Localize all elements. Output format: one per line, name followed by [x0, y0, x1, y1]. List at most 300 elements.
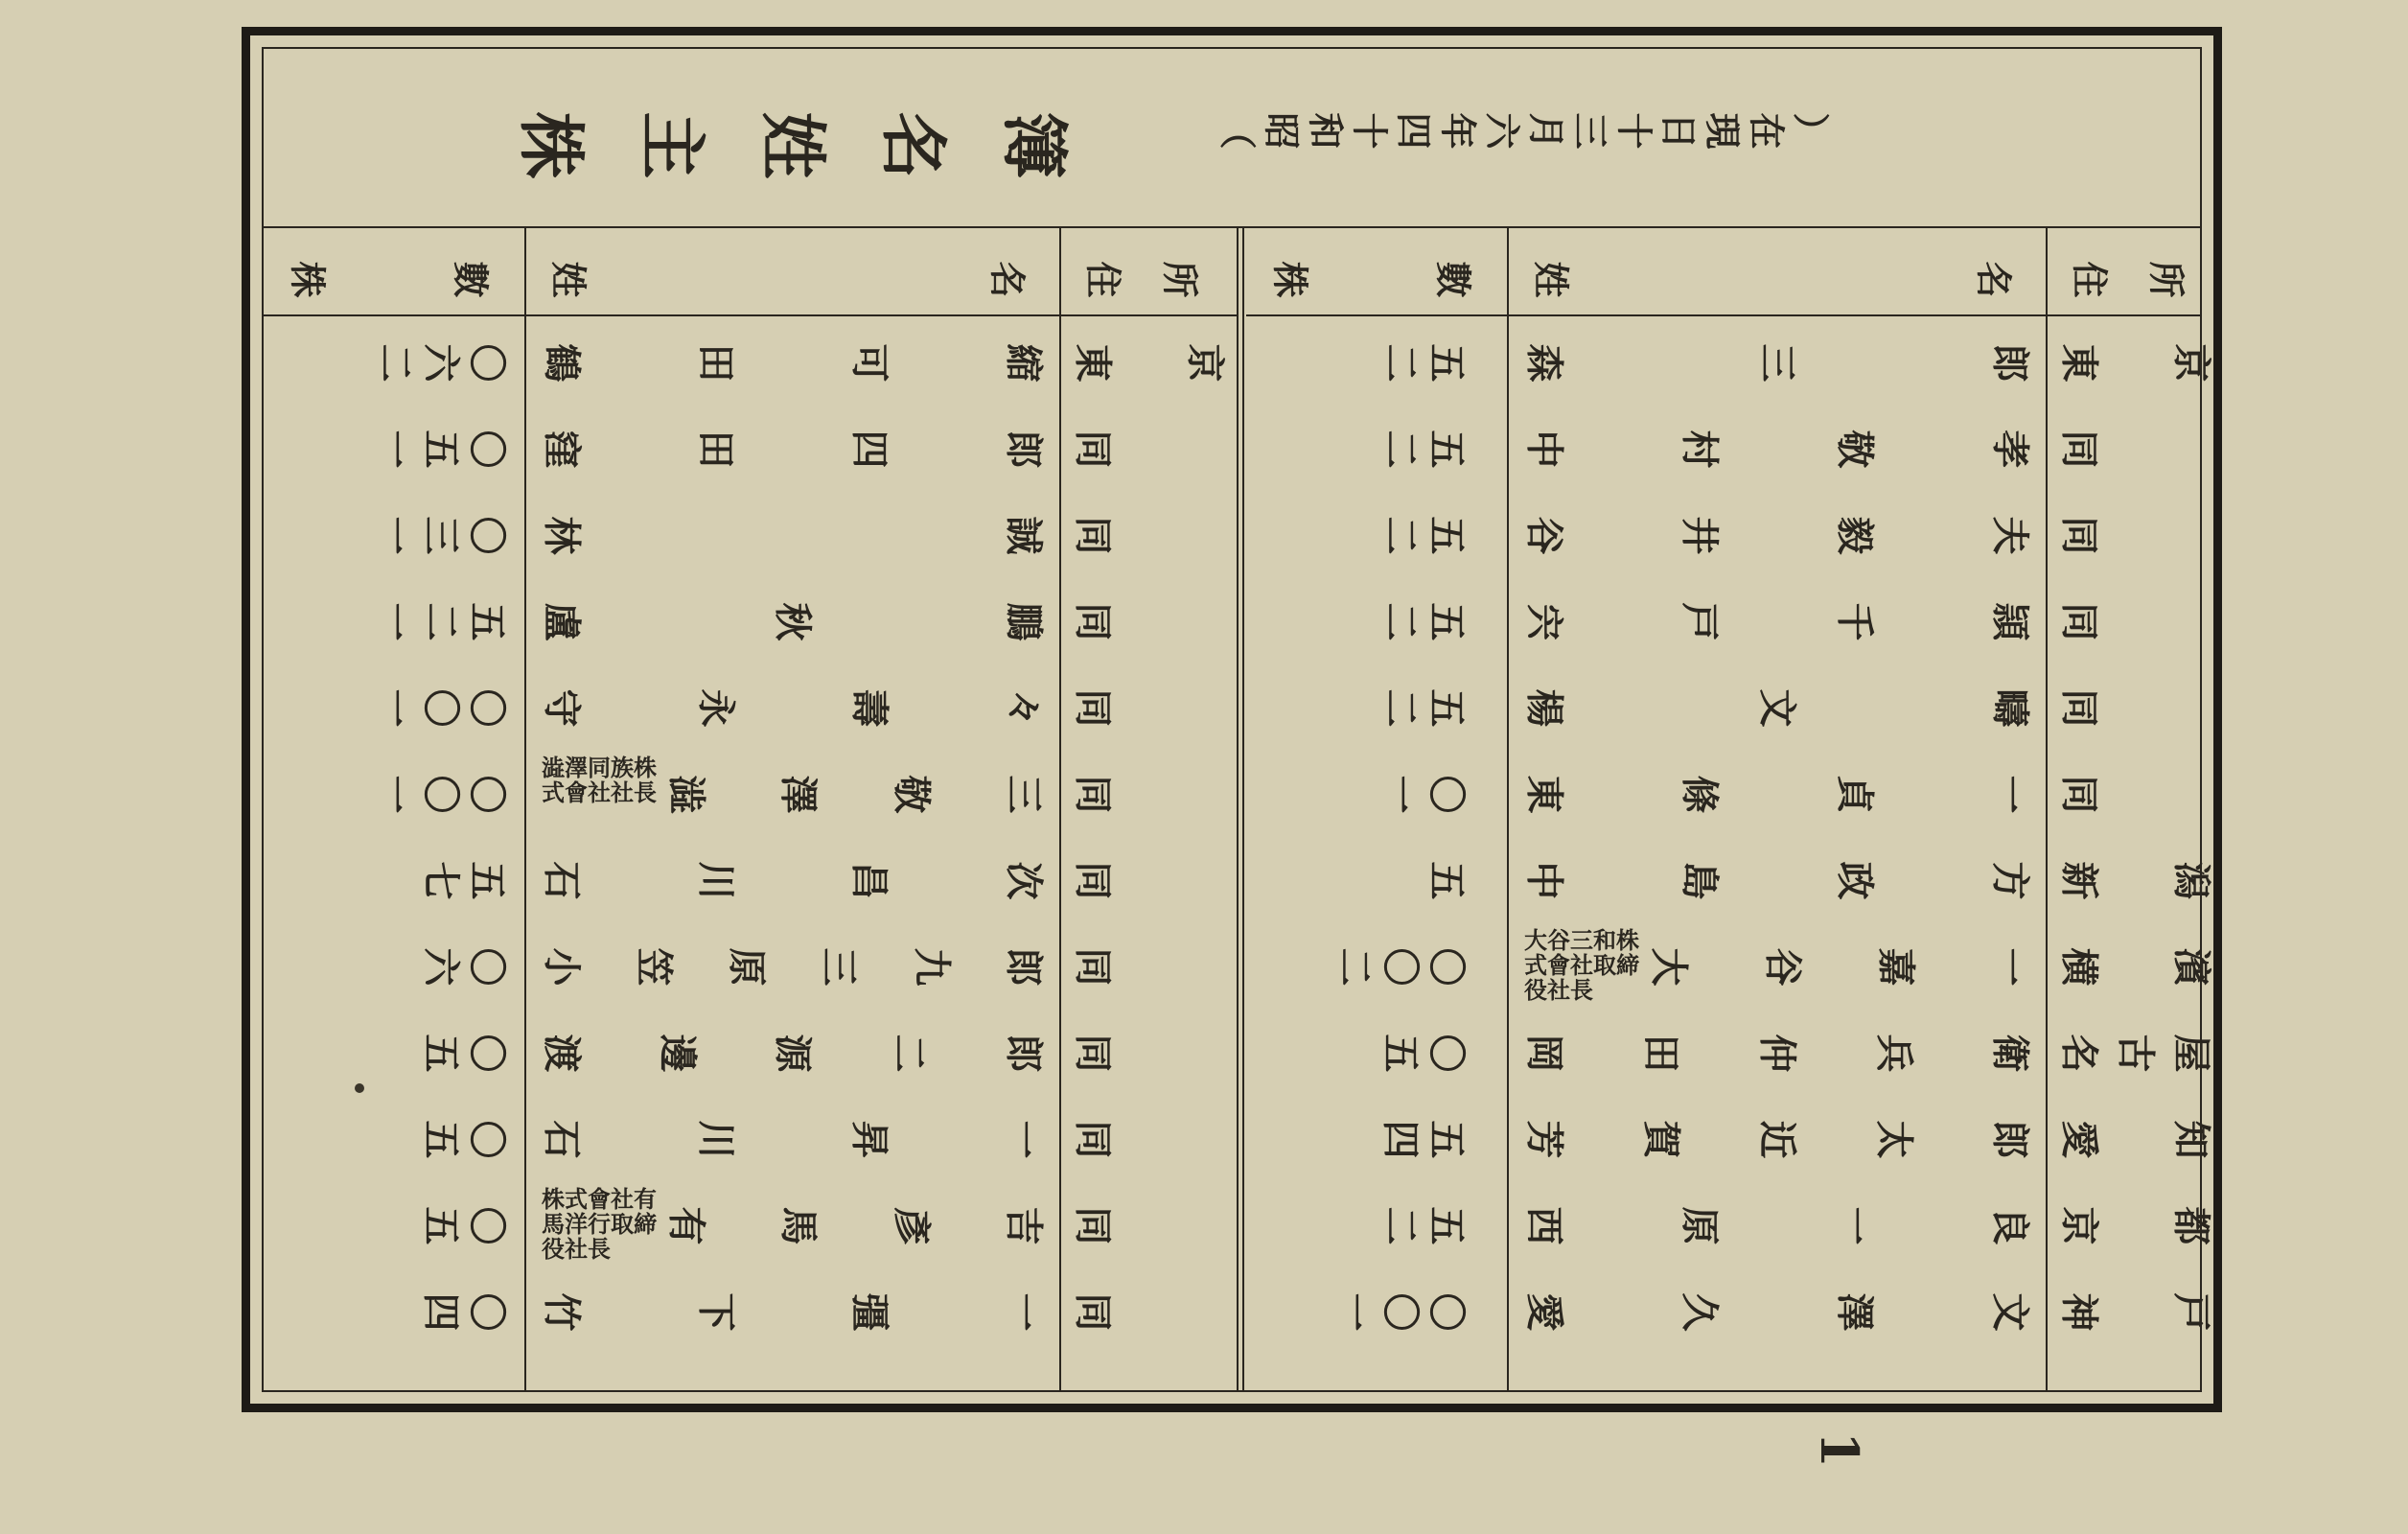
name-char: 谷: [1760, 947, 1806, 987]
name-char: 島: [1677, 861, 1723, 900]
title-char: 名: [873, 111, 954, 178]
share-count: [372, 594, 513, 649]
share-char: 〇: [1424, 1292, 1470, 1332]
share-char: 五: [418, 1206, 464, 1245]
name-char: 三: [1001, 775, 1047, 814]
holder-address: [2056, 853, 2217, 908]
address-char: 同: [1070, 775, 1116, 814]
address-char: 濱: [2168, 947, 2214, 987]
share-char: 五: [1424, 343, 1470, 383]
name-char: 窪: [539, 430, 585, 469]
holder-address: [1070, 853, 1231, 908]
name-char: 澤: [776, 775, 822, 814]
name-char: 孝: [1987, 430, 2033, 469]
name-char: 三: [816, 947, 862, 987]
subtitle-char: 四: [1392, 112, 1436, 150]
table-row: [1246, 920, 2214, 1007]
share-count: [372, 767, 513, 822]
name-char: 政: [1832, 861, 1878, 900]
table-row: [1246, 834, 2214, 920]
share-count: [1380, 767, 1472, 822]
name-char: 吉: [1001, 1206, 1047, 1245]
holder-address: [2056, 1198, 2217, 1253]
holder-name: [1521, 1112, 2036, 1167]
name-char: 石: [539, 861, 585, 900]
holder-address: [2056, 336, 2217, 390]
name-char: 文: [1754, 688, 1800, 728]
address-char: 同: [1070, 1206, 1116, 1245]
holder-name: [1521, 853, 2036, 908]
holder-address: [2056, 508, 2217, 563]
holder-address: [2056, 767, 2217, 822]
share-char: 二: [1378, 516, 1424, 555]
column-header-char: 名: [985, 261, 1030, 298]
share-char: 〇: [464, 343, 510, 383]
table-row: [264, 1093, 1237, 1179]
name-char: 々: [1001, 688, 1047, 728]
share-char: 一: [372, 516, 418, 555]
subtitle-char: 日: [1656, 112, 1701, 150]
name-char: 郎: [1987, 343, 2033, 383]
address-char: 同: [2056, 430, 2102, 469]
name-char: 田: [1638, 1034, 1683, 1073]
share-char: 二: [418, 602, 464, 641]
name-char: 四: [846, 430, 892, 469]
header-row: [1246, 228, 2200, 316]
rows: [1246, 316, 2214, 1390]
table-row: [1246, 575, 2200, 662]
holder-name: [663, 1198, 1050, 1253]
name-char: 田: [693, 430, 739, 469]
share-char: 二: [1378, 343, 1424, 383]
name-char: 竹: [539, 1292, 585, 1332]
subtitle: [1216, 105, 1833, 157]
column-header-char: 所: [1158, 261, 1202, 298]
name-char: 西: [1521, 1206, 1567, 1245]
name-char: 郎: [1001, 1034, 1047, 1073]
table-row: [1246, 1266, 2214, 1352]
name-char: 原: [1677, 1206, 1723, 1245]
holder-name: [1521, 336, 2036, 390]
subtitle-char: ）: [1789, 112, 1833, 150]
holder-address: [1070, 1198, 1231, 1253]
share-count: [1426, 853, 1472, 908]
holder-name: [1521, 1285, 2036, 1339]
share-char: 五: [1424, 602, 1470, 641]
share-char: 五: [1424, 1206, 1470, 1245]
address-char: 同: [2056, 602, 2102, 641]
right-table: [1246, 228, 2214, 1390]
name-char: 仲: [1754, 1034, 1800, 1073]
table-row: [264, 920, 1237, 1007]
address-char: 同: [2056, 516, 2102, 555]
name-char: 中: [1521, 430, 1567, 469]
column-header-char: 住: [2068, 261, 2112, 298]
share-char: 二: [1331, 947, 1378, 987]
share-count: [1380, 1112, 1472, 1167]
share-count: [372, 422, 513, 476]
address-char: 京: [2168, 343, 2214, 383]
name-char: 次: [1001, 861, 1047, 900]
share-char: 五: [418, 1034, 464, 1073]
name-char: 兵: [1871, 1034, 1916, 1073]
column-header-char: 姓: [1529, 261, 1573, 298]
holder-address: [1070, 1112, 1231, 1167]
share-char: 〇: [464, 430, 510, 469]
holder-address: [2056, 422, 2217, 476]
address-char: 同: [1070, 430, 1116, 469]
share-char: 一: [372, 602, 418, 641]
title-char: 株: [511, 111, 591, 178]
share-char: 七: [418, 861, 464, 900]
share-count: [1380, 594, 1472, 649]
holder-address: [1070, 940, 1231, 994]
name-char: 戸: [1677, 602, 1723, 641]
share-char: 〇: [1424, 775, 1470, 814]
share-count: [372, 508, 513, 563]
header-row: [264, 228, 1237, 316]
column-header-char: 住: [1081, 261, 1125, 298]
column-header-char: 數: [1431, 261, 1475, 298]
share-count: [1380, 508, 1472, 563]
subtitle-char: 三: [1568, 112, 1612, 150]
name-char: 愛: [1521, 1292, 1567, 1332]
share-char: 五: [1424, 861, 1470, 900]
holder-name: [663, 767, 1050, 822]
share-char: 六: [418, 947, 464, 987]
subtitle-char: 十: [1612, 112, 1656, 150]
share-count: [418, 1285, 513, 1339]
name-char: 永: [693, 688, 739, 728]
share-char: 〇: [418, 688, 464, 728]
name-char: 衛: [1987, 1034, 2033, 1073]
address-char: 同: [2056, 688, 2102, 728]
name-char: 一: [1987, 775, 2033, 814]
name-char: 笠: [631, 947, 677, 987]
name-char: 三: [1754, 343, 1800, 383]
share-char: 〇: [464, 1120, 510, 1159]
address-char: 新: [2056, 861, 2102, 900]
name-char: 一: [1987, 947, 2033, 987]
register-table: [262, 47, 2214, 1392]
name-char: 森: [1521, 343, 1567, 383]
share-char: 〇: [464, 1206, 510, 1245]
name-char: 小: [539, 947, 585, 987]
table-row: [1246, 1007, 2214, 1093]
holder-name: [1521, 1026, 2036, 1081]
share-char: 四: [418, 1292, 464, 1332]
address-char: 都: [2168, 1206, 2214, 1245]
table-row: [264, 1266, 1237, 1352]
name-char: 一: [1001, 1120, 1047, 1159]
holder-name: [1521, 1198, 2036, 1253]
address-char: 同: [1070, 1120, 1116, 1159]
share-count: [1331, 940, 1472, 994]
share-char: 五: [418, 430, 464, 469]
table-row: [264, 662, 1237, 748]
address-char: 東: [2056, 343, 2102, 383]
address-char: 戸: [2168, 1292, 2214, 1332]
name-char: 久: [1677, 1292, 1723, 1332]
left-table: [264, 228, 1237, 1390]
name-char: 郎: [1001, 430, 1047, 469]
share-char: 〇: [1378, 947, 1424, 987]
address-char: 同: [1070, 516, 1116, 555]
name-char: 縮: [1001, 343, 1047, 383]
share-count: [418, 1026, 513, 1081]
holder-address: [2056, 1026, 2217, 1081]
address-char: 神: [2056, 1292, 2102, 1332]
share-char: 〇: [1424, 1034, 1470, 1073]
address-char: 愛: [2056, 1120, 2102, 1159]
table-row: [264, 403, 1237, 489]
name-char: 敬: [1832, 430, 1878, 469]
name-char: 九: [909, 947, 955, 987]
address-char: 同: [1070, 602, 1116, 641]
name-char: 太: [1871, 1120, 1916, 1159]
share-char: 二: [1378, 1206, 1424, 1245]
column-header-char: 名: [1972, 261, 2016, 298]
name-char: 一: [1832, 1206, 1878, 1245]
subtitle-char: 在: [1745, 112, 1789, 150]
name-char: 二: [886, 1034, 931, 1073]
register-frame: [242, 27, 2222, 1412]
address-char: 知: [2168, 1120, 2214, 1159]
share-char: 一: [1331, 1292, 1378, 1332]
share-char: 〇: [464, 1292, 510, 1332]
share-char: 四: [1378, 1120, 1424, 1159]
share-count: [372, 681, 513, 735]
share-char: 五: [1424, 430, 1470, 469]
name-char: 岡: [1521, 1034, 1567, 1073]
holder-name: [539, 336, 1050, 390]
name-char: 有: [663, 1206, 709, 1245]
name-char: 敬: [889, 775, 935, 814]
name-char: 彥: [889, 1206, 935, 1245]
share-char: 五: [1424, 516, 1470, 555]
name-char: 疇: [1987, 688, 2033, 728]
name-char: 邊: [655, 1034, 700, 1073]
name-char: 守: [539, 688, 585, 728]
share-count: [1331, 1285, 1472, 1339]
share-count: [1380, 336, 1472, 390]
name-char: 石: [539, 1120, 585, 1159]
share-count: [1380, 1198, 1472, 1253]
holder-address: [1070, 594, 1231, 649]
holder-name: [1521, 508, 2036, 563]
name-char: 盧: [539, 602, 585, 641]
holder-address: [2056, 1112, 2217, 1167]
name-char: 貞: [1832, 775, 1878, 814]
share-char: 〇: [464, 1034, 510, 1073]
holder-name: [1646, 940, 2036, 994]
holder-name: [539, 940, 1050, 994]
table-row: [264, 489, 1237, 575]
share-count: [1380, 681, 1472, 735]
name-char: 夫: [1987, 516, 2033, 555]
holder-title: 株式會社有馬洋行取締役社長: [542, 1185, 657, 1263]
name-char: 林: [539, 516, 585, 555]
share-char: 〇: [1378, 1292, 1424, 1332]
name-char: 昌: [846, 861, 892, 900]
address-char: 同: [1070, 947, 1116, 987]
table-row: [1246, 662, 2200, 748]
holder-name: [1521, 767, 2036, 822]
share-char: 一: [372, 688, 418, 728]
address-char: 潟: [2168, 861, 2214, 900]
share-char: 二: [1378, 602, 1424, 641]
holder-address: [1070, 422, 1231, 476]
share-char: 一: [1378, 775, 1424, 814]
address-char: 京: [2056, 1206, 2102, 1245]
name-char: 彊: [846, 1292, 892, 1332]
share-char: 二: [1378, 430, 1424, 469]
share-count: [1380, 1026, 1472, 1081]
share-char: 五: [418, 1120, 464, 1159]
subtitle-char: 現: [1701, 112, 1745, 150]
address-char: 同: [1070, 1292, 1116, 1332]
name-char: 賀: [1638, 1120, 1683, 1159]
name-char: 文: [1987, 1292, 2033, 1332]
holder-name: [539, 1026, 1050, 1081]
name-char: 源: [770, 1034, 816, 1073]
name-char: 誠: [1001, 516, 1047, 555]
holder-name: [1521, 681, 2036, 735]
share-char: 二: [1378, 688, 1424, 728]
address-char: 屋: [2168, 1034, 2214, 1073]
share-count: [418, 853, 513, 908]
name-char: 東: [1521, 775, 1567, 814]
share-char: 〇: [464, 775, 510, 814]
holder-name: [539, 594, 1050, 649]
address-char: 古: [2113, 1034, 2158, 1073]
name-char: 鵬: [1001, 602, 1047, 641]
name-char: 馬: [776, 1206, 822, 1245]
column-divider: [1237, 228, 1244, 1390]
holder-address: [1070, 681, 1231, 735]
holder-address: [1070, 336, 1231, 390]
rows: [264, 316, 1237, 1390]
page-number: 1: [1808, 1431, 1870, 1468]
holder-name: [1521, 594, 2036, 649]
holder-name: [539, 422, 1050, 476]
name-char: 澁: [663, 775, 709, 814]
holder-name: [539, 681, 1050, 735]
subtitle-char: 昭: [1260, 112, 1304, 150]
name-char: 渡: [539, 1034, 585, 1073]
share-char: 五: [464, 602, 510, 641]
share-char: 一: [372, 430, 418, 469]
share-char: 二: [372, 343, 418, 383]
name-char: 千: [1832, 602, 1878, 641]
column-header-char: 所: [2144, 261, 2188, 298]
name-char: 昇: [846, 1120, 892, 1159]
name-char: 村: [1677, 430, 1723, 469]
share-char: 五: [1424, 688, 1470, 728]
holder-address: [2056, 681, 2217, 735]
table-row: [264, 316, 1237, 403]
share-char: 〇: [464, 516, 510, 555]
share-char: 三: [418, 516, 464, 555]
name-char: 谷: [1521, 516, 1567, 555]
share-count: [418, 940, 513, 994]
share-char: 五: [1424, 1120, 1470, 1159]
table-row: [1246, 1093, 2214, 1179]
name-char: 毅: [1832, 516, 1878, 555]
name-char: 可: [846, 343, 892, 383]
subtitle-char: 六: [1480, 112, 1524, 150]
share-char: 五: [1378, 1034, 1424, 1073]
address-char: 京: [1182, 343, 1228, 383]
name-char: 宍: [1521, 602, 1567, 641]
address-char: 名: [2056, 1034, 2102, 1073]
holder-name: [539, 1285, 1050, 1339]
share-char: 〇: [464, 947, 510, 987]
holder-name: [539, 508, 1050, 563]
table-row: [264, 575, 1237, 662]
share-count: [1380, 422, 1472, 476]
holder-name: [539, 1112, 1050, 1167]
subtitle-char: 年: [1436, 112, 1480, 150]
table-row: [264, 748, 1237, 834]
table-row: [264, 834, 1237, 920]
share-count: [418, 1112, 513, 1167]
share-char: 〇: [464, 688, 510, 728]
name-char: 郎: [1987, 1120, 2033, 1159]
table-row: [1246, 316, 2214, 403]
holder-address: [1070, 767, 1231, 822]
name-char: 鶴: [539, 343, 585, 383]
share-char: 一: [372, 775, 418, 814]
column-header-char: 株: [1268, 261, 1312, 298]
name-char: 中: [1521, 861, 1567, 900]
name-char: 大: [1646, 947, 1692, 987]
holder-address: [1070, 1285, 1231, 1339]
name-char: 田: [693, 343, 739, 383]
name-char: 郎: [1001, 947, 1047, 987]
table-row: [264, 1179, 1237, 1266]
name-char: 井: [1677, 516, 1723, 555]
ink-spot: [355, 1083, 364, 1093]
title-row: [264, 49, 2200, 228]
address-char: 横: [2056, 947, 2102, 987]
holder-address: [1070, 508, 1231, 563]
name-char: 一: [1001, 1292, 1047, 1332]
name-char: 楊: [1521, 688, 1567, 728]
address-char: 東: [1070, 343, 1116, 383]
name-char: 下: [693, 1292, 739, 1332]
address-char: 同: [1070, 1034, 1116, 1073]
table-row: [1246, 489, 2200, 575]
name-char: 方: [1987, 861, 2033, 900]
subtitle-char: 和: [1304, 112, 1348, 150]
name-char: 壽: [846, 688, 892, 728]
name-char: 川: [693, 861, 739, 900]
name-char: 澤: [1832, 1292, 1878, 1332]
holder-address: [2056, 1285, 2217, 1339]
name-char: 秋: [770, 602, 816, 641]
name-char: 頴: [1987, 602, 2033, 641]
title-char: 主: [632, 111, 712, 178]
name-char: 芳: [1521, 1120, 1567, 1159]
holder-address: [2056, 940, 2217, 994]
share-count: [418, 1198, 513, 1253]
name-char: 川: [693, 1120, 739, 1159]
holder-title: 澁澤同族株式會社社長: [542, 754, 657, 806]
subtitle-char: 十: [1348, 112, 1392, 150]
share-count: [372, 336, 513, 390]
table-row: [264, 1007, 1237, 1093]
